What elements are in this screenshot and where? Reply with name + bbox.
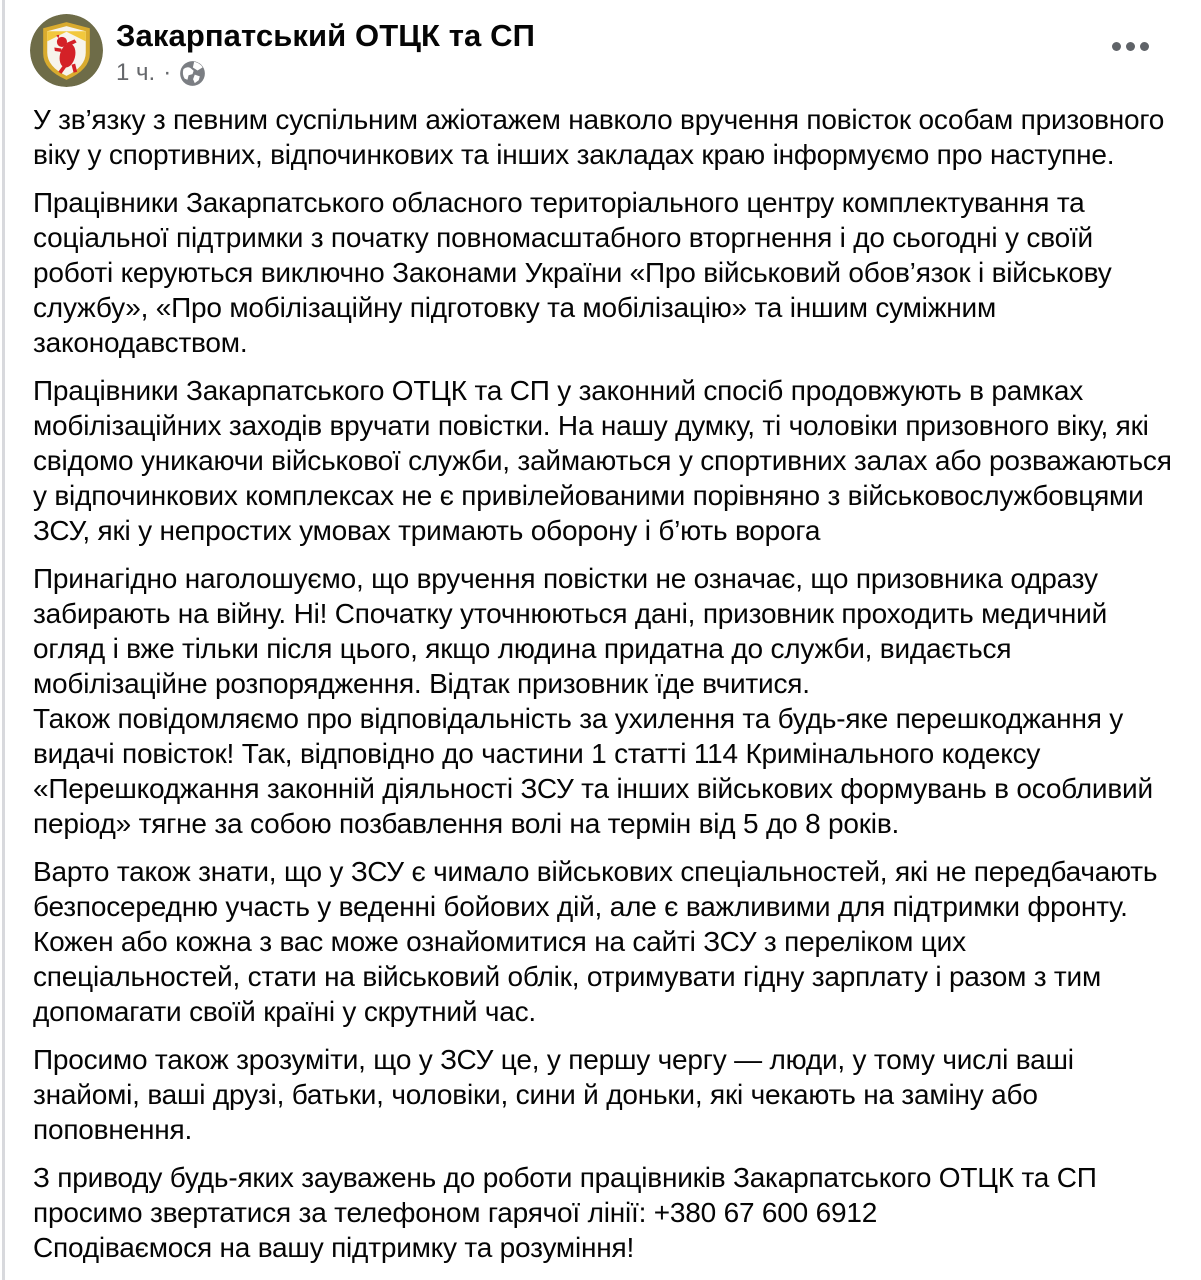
- post-header: [30, 14, 535, 87]
- post-paragraph-line: Працівники Закарпатського обласного територіального центру комплектування та соціальної підтримки з початку повномасштабного вторгнення і до сьогодні у своїй роботі керуються виключно Законами України «Про військовий обов’язок і військову службу», «Про мобілізаційну підготовку та мобілізацію» та іншим суміжним законодавством.: [33, 187, 1112, 358]
- post-paragraph-line: Просимо також зрозуміти, що у ЗСУ це, у першу чергу — люди, у тому числі ваші знайомі, ваші друзі, батьки, чоловіки, сини й доньки, які чекають на заміну або поповнення.: [33, 1044, 1074, 1145]
- post-paragraph: [33, 102, 1173, 172]
- dot-icon: [1112, 42, 1121, 51]
- post-paragraph-line: Також повідомляємо про відповідальність за ухилення та будь-яке перешкоджання у видачі повісток! Так, відповідно до частини 1 статті 114 Кримінального кодексу «Перешкоджання законній діяльності ЗСУ та інших військових формувань в особливий період» тягне за собою позбавлення волі на термін від 5 до 8 років.: [33, 703, 1153, 839]
- meta-separator: ·: [163, 59, 172, 86]
- post-options-button[interactable]: [1106, 36, 1155, 57]
- post-paragraph: [33, 854, 1173, 1029]
- post-paragraph-line: Працівники Закарпатського ОТЦК та СП у законний спосіб продовжують в рамках мобілізаційних заходів вручати повістки. На нашу думку, ті чоловіки призовного віку, які свідомо уникаючи військової служби, займаються у спортивних залах або розважаються у відпочинкових комплексах не є привілейованими порівняно з військовослужбовцями ЗСУ, які у непростих умовах тримають оборону і б’ють ворога: [33, 375, 1172, 546]
- post-paragraph-line: Сподіваємося на вашу підтримку та розуміння!: [33, 1232, 635, 1263]
- post-paragraph-line: Принагідно наголошуємо, що вручення повістки не означає, що призовника одразу забирають на війну. Ні! Спочатку уточнюються дані, призовник проходить медичний огляд і вже тільки після цього, якщо людина придатна до служби, видається мобілізаційне розпорядження. Відтак призовник їде вчитися.: [33, 563, 1108, 699]
- post-paragraph: [33, 1042, 1173, 1147]
- post-paragraph: [33, 1160, 1173, 1265]
- dot-icon: [1140, 42, 1149, 51]
- post-paragraph-line: З приводу будь-яких зауважень до роботи працівників Закарпатського ОТЦК та СП просимо звертатися за телефоном гарячої лінії: +380 67 600 6912: [33, 1162, 1097, 1228]
- post-paragraph: [33, 373, 1173, 548]
- post-timestamp[interactable]: 1 ч.: [116, 59, 156, 86]
- post-paragraph-line: У зв’язку з певним суспільним ажіотажем навколо вручення повісток особам призовного віку у спортивних, відпочинкових та інших закладах краю інформуємо про наступне.: [33, 104, 1165, 170]
- globe-public-icon: [179, 60, 206, 87]
- header-text-block: [116, 14, 535, 87]
- post-meta: [116, 59, 535, 87]
- post-paragraph-line: Варто також знати, що у ЗСУ є чимало військових спеціальностей, які не передбачають безпосередню участь у веденні бойових дій, але є важливими для підтримки фронту. Кожен або кожна з вас може ознайомитися на сайті ЗСУ з переліком цих спеціальностей, стати на військовий облік, отримувати гідну зарплату і разом з тим допомагати своїй країні у скрутний час.: [33, 856, 1158, 1027]
- page-name[interactable]: Закарпатський ОТЦК та СП: [116, 18, 535, 53]
- page-avatar[interactable]: [30, 14, 103, 87]
- post-text: [33, 102, 1173, 1265]
- dot-icon: [1126, 42, 1135, 51]
- card-left-border: [2, 0, 5, 1280]
- post-paragraph: [33, 561, 1173, 841]
- post-paragraph: [33, 185, 1173, 360]
